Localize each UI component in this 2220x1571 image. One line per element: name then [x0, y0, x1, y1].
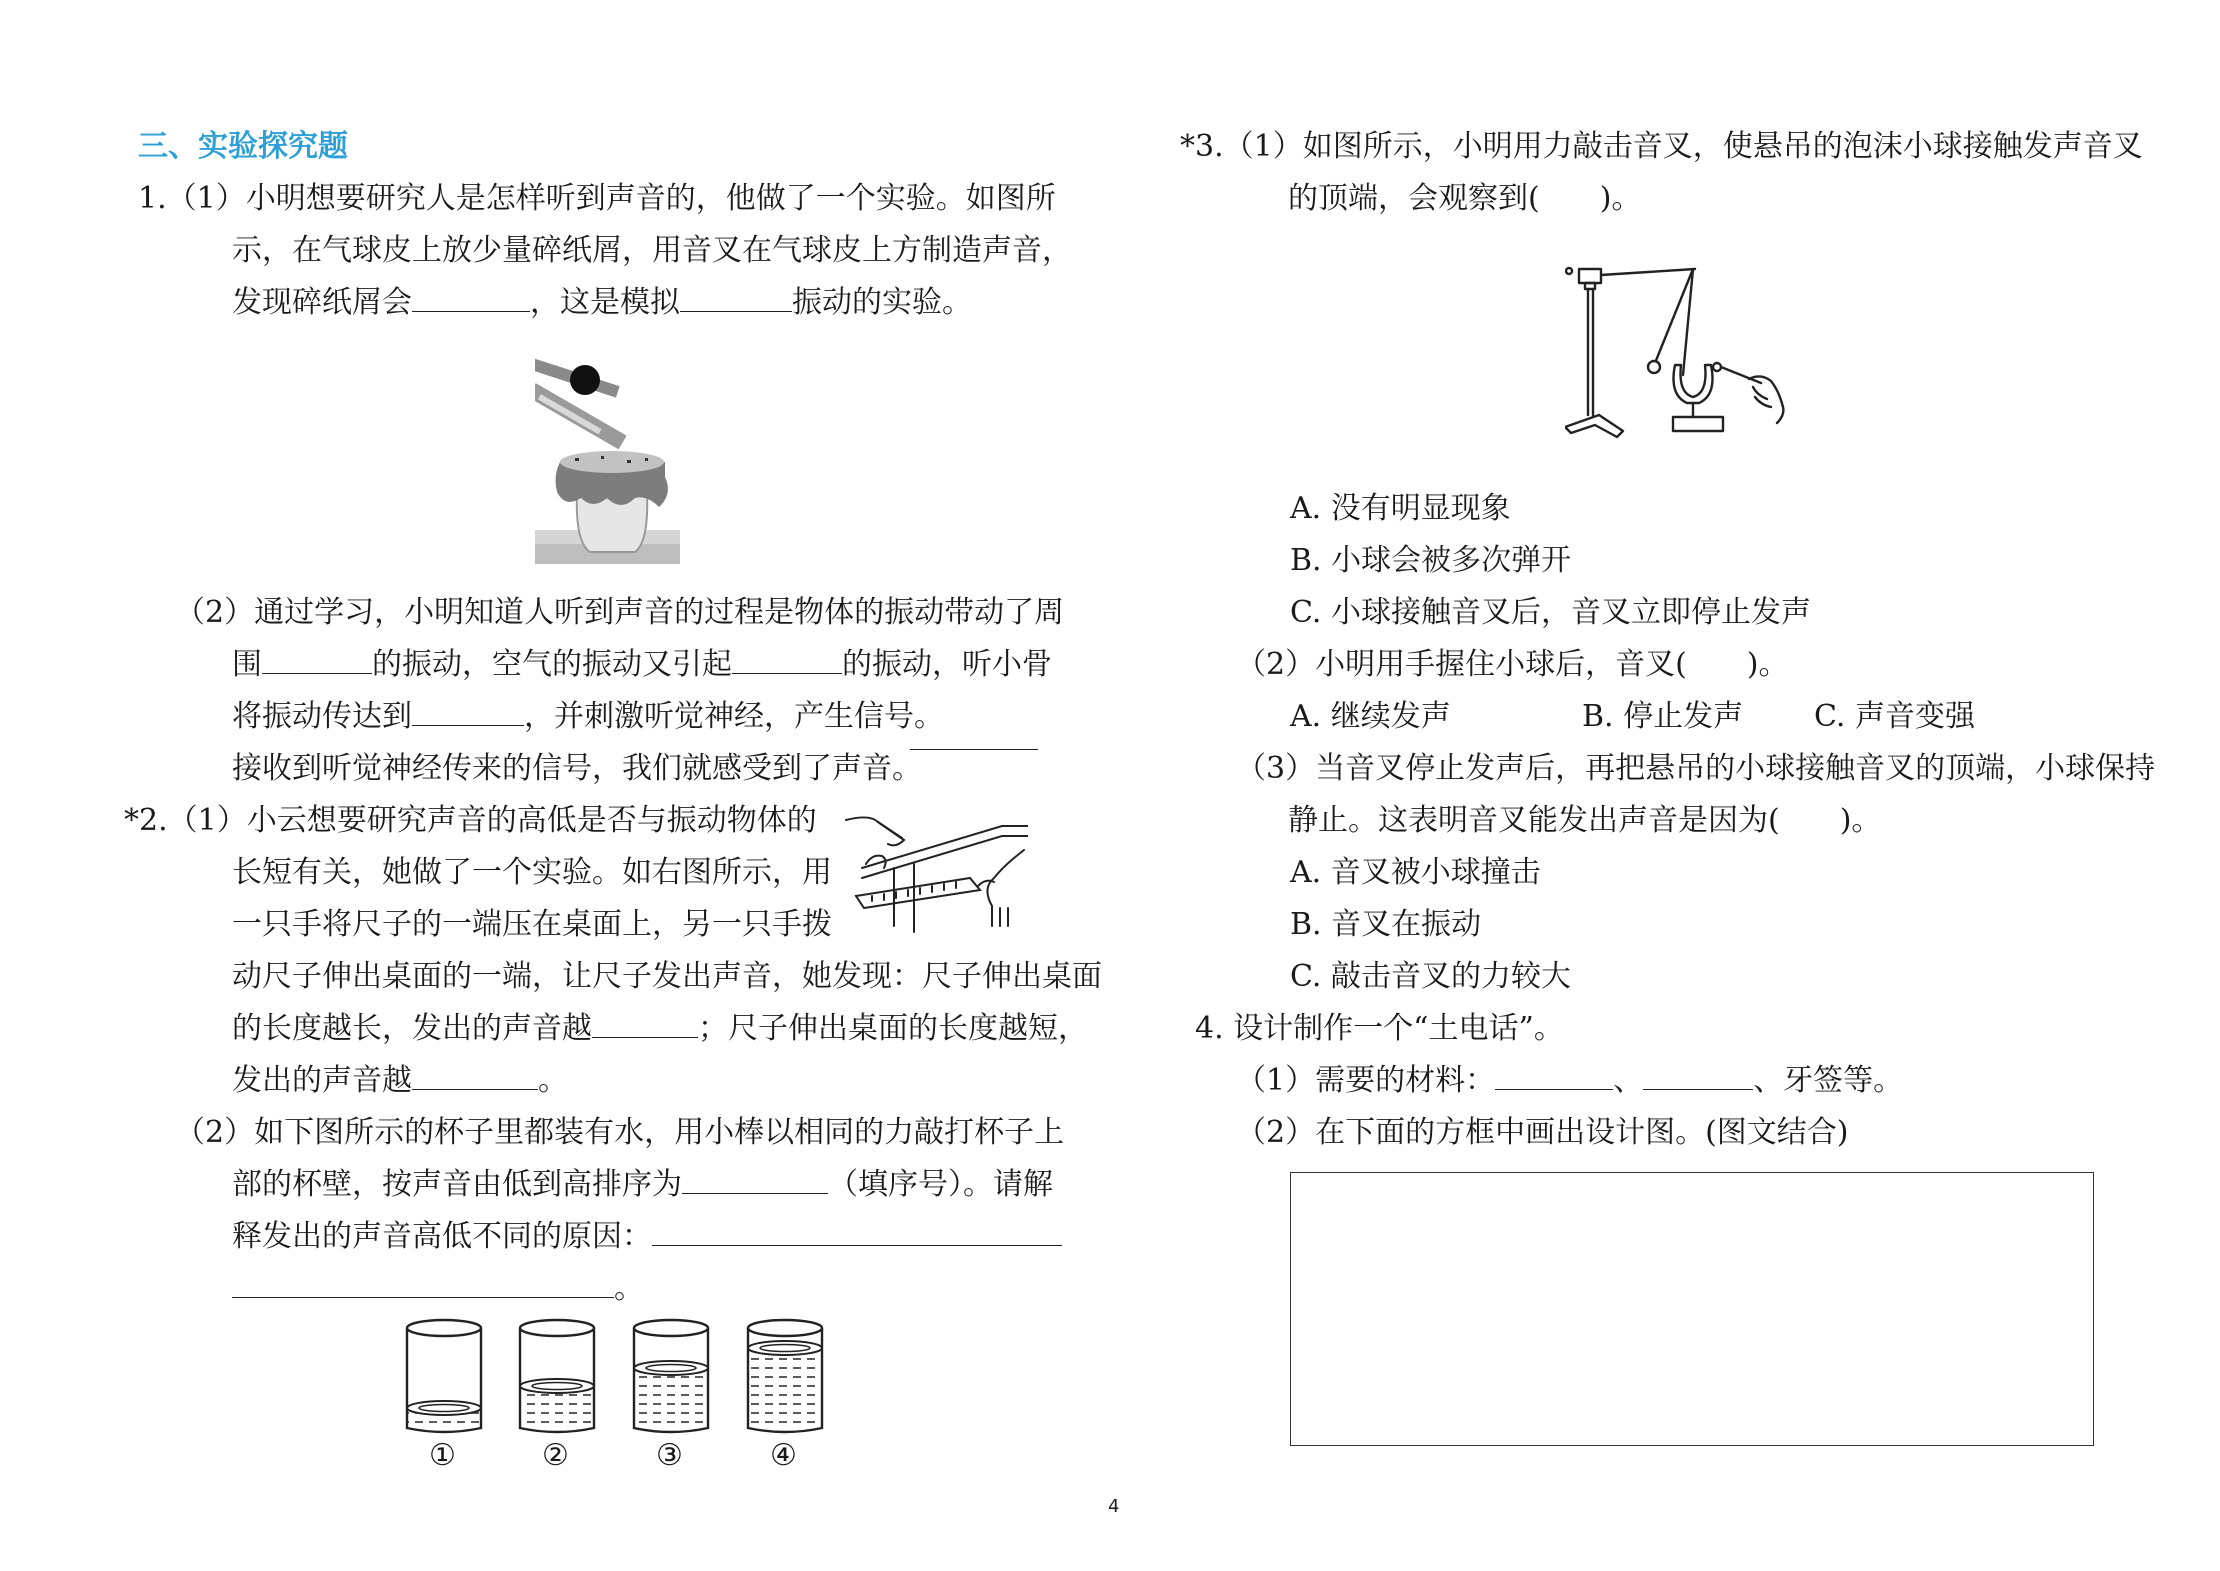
q2-text: 。	[538, 1063, 568, 1098]
cup-water-surface	[634, 1361, 708, 1375]
cup-3	[634, 1320, 708, 1432]
q1-text: 的振动，听小骨	[842, 647, 1052, 682]
q4-title: 4. 设计制作一个“土电话”。	[1195, 1011, 1564, 1046]
cup-2	[520, 1320, 594, 1432]
q2-p1-line5	[232, 1009, 1088, 1049]
page-number: 4	[1108, 1496, 1120, 1517]
q2-p2-line1: （2）如下图所示的杯子里都装有水，用小棒以相同的力敲打杯子上	[175, 1115, 1065, 1150]
cup-water-surface	[748, 1341, 822, 1355]
cup-4	[748, 1320, 822, 1432]
q4-p2: （2）在下面的方框中画出设计图。(图文结合)	[1236, 1115, 1849, 1150]
q3-p3-option-b[interactable]: B. 音叉在振动	[1290, 907, 1482, 942]
cup-label-3: ③	[656, 1438, 683, 1473]
q1-answer-blank-2[interactable]	[680, 283, 792, 312]
q1-p2-line4: 接收到听觉神经传来的信号，我们就感受到了声音。	[232, 751, 922, 786]
q1-answer-blank-6[interactable]	[910, 721, 1038, 750]
q1-p2-line3	[232, 697, 944, 737]
q2-text: ；尺子伸出桌面的长度越短，	[698, 1011, 1088, 1046]
q1-p2-line1: （2）通过学习，小明知道人听到声音的过程是物体的振动带动了周	[175, 595, 1065, 630]
cup-rim	[520, 1320, 594, 1336]
q4-text: 、	[1613, 1063, 1644, 1098]
cup-label-1: ①	[429, 1438, 456, 1473]
q1-p1-line2: 示，在气球皮上放少量碎纸屑，用音叉在气球皮上方制造声音，	[232, 233, 1072, 268]
q2-p1-line1: *2.（1）小云想要研究声音的高低是否与振动物体的	[124, 803, 817, 838]
cup-1	[407, 1320, 481, 1432]
q2-text: （填序号）。请解	[828, 1167, 1053, 1202]
cup-rim	[634, 1320, 708, 1336]
q4-text: （1）需要的材料：	[1236, 1063, 1496, 1098]
q3-p1-line1: *3.（1）如图所示，小明用力敲击音叉，使悬吊的泡沫小球接触发声音叉	[1180, 129, 2143, 164]
cup-water-surface	[520, 1379, 594, 1393]
q1-p1-line1: 1.（1）小明想要研究人是怎样听到声音的，他做了一个实验。如图所	[138, 181, 1056, 216]
q1-text: 振动的实验。	[792, 285, 972, 320]
q2-answer-blank-3[interactable]	[682, 1165, 828, 1194]
q1-p1-line3	[232, 283, 972, 323]
q3-p2-option-c[interactable]: C. 声音变强	[1814, 699, 1975, 734]
q2-answer-blank-5[interactable]	[232, 1269, 614, 1298]
q3-p1-line2: 的顶端，会观察到( )。	[1288, 181, 1642, 216]
q4-p1	[1236, 1061, 1903, 1101]
q2-p1-line3: 一只手将尺子的一端压在桌面上，另一只手拨	[232, 907, 832, 942]
q2-text: 的长度越长，发出的声音越	[232, 1011, 592, 1046]
cup-rim	[407, 1320, 481, 1336]
q1-text: 发现碎纸屑会	[232, 285, 412, 320]
q3-p1-option-b[interactable]: B. 小球会被多次弹开	[1290, 543, 1572, 578]
q2-answer-blank-4[interactable]	[652, 1217, 1062, 1246]
q1-p2-line2	[232, 645, 1052, 685]
q1-answer-blank-1[interactable]	[412, 283, 530, 312]
q3-p2-option-b[interactable]: B. 停止发声	[1582, 699, 1744, 734]
q3-p3-option-a[interactable]: A. 音叉被小球撞击	[1290, 855, 1541, 890]
q2-text: 释发出的声音高低不同的原因：	[232, 1219, 652, 1254]
balloon-jar-figure	[535, 352, 680, 564]
q2-text: 部的杯壁，按声音由低到高排序为	[232, 1167, 682, 1202]
tuning-fork-figure	[1565, 255, 1825, 445]
q1-answer-blank-5[interactable]	[412, 697, 524, 726]
cup-label-4: ④	[770, 1438, 797, 1473]
q3-p3-line2: 静止。这表明音叉能发出声音是因为( )。	[1288, 803, 1882, 838]
q1-text: ，并刺激听觉神经，产生信号。	[524, 699, 944, 734]
cup-water-surface	[407, 1401, 481, 1415]
cup-water	[634, 1368, 708, 1428]
q1-text: 将振动传达到	[232, 699, 412, 734]
q3-p3-option-c[interactable]: C. 敲击音叉的力较大	[1290, 959, 1571, 994]
q2-answer-blank-2[interactable]	[412, 1061, 538, 1090]
q1-answer-blank-4[interactable]	[732, 645, 842, 674]
cup-rim	[748, 1320, 822, 1336]
q2-p2-line3	[232, 1217, 1062, 1257]
q4-text: 、牙签等。	[1753, 1063, 1904, 1098]
q3-p2-option-a[interactable]: A. 继续发声	[1290, 699, 1451, 734]
q2-p1-line4: 动尺子伸出桌面的一端，让尺子发出声音，她发现：尺子伸出桌面	[232, 959, 1102, 994]
q3-p1-option-c[interactable]: C. 小球接触音叉后，音叉立即停止发声	[1290, 595, 1811, 630]
cup-label-2: ②	[542, 1438, 569, 1473]
q1-text: 围	[232, 647, 262, 682]
q3-p2-line1: （2）小明用手握住小球后，音叉( )。	[1236, 647, 1789, 682]
q1-text: ，这是模拟	[530, 285, 680, 320]
ruler-desk-figure	[842, 808, 1028, 938]
q2-p1-line2: 长短有关，她做了一个实验。如右图所示，用	[232, 855, 832, 890]
q2-p2-line4	[232, 1269, 644, 1309]
q3-p1-option-a[interactable]: A. 没有明显现象	[1290, 491, 1511, 526]
q2-p2-line2	[232, 1165, 1053, 1205]
q3-p3-line1: （3）当音叉停止发声后，再把悬吊的小球接触音叉的顶端，小球保持	[1236, 751, 2156, 786]
q2-text: 发出的声音越	[232, 1063, 412, 1098]
q1-answer-blank-3[interactable]	[262, 645, 372, 674]
q2-text: 。	[614, 1271, 644, 1306]
section-title: 三、实验探究题	[138, 129, 348, 164]
design-drawing-box[interactable]	[1290, 1172, 2094, 1446]
cups-row	[400, 1318, 840, 1473]
cup-water	[748, 1348, 822, 1428]
q2-answer-blank-1[interactable]	[592, 1009, 698, 1038]
q4-material-blank-1[interactable]	[1495, 1061, 1613, 1090]
q1-text: 的振动，空气的振动又引起	[372, 647, 732, 682]
q2-p1-line6	[232, 1061, 568, 1101]
q4-material-blank-2[interactable]	[1643, 1061, 1753, 1090]
